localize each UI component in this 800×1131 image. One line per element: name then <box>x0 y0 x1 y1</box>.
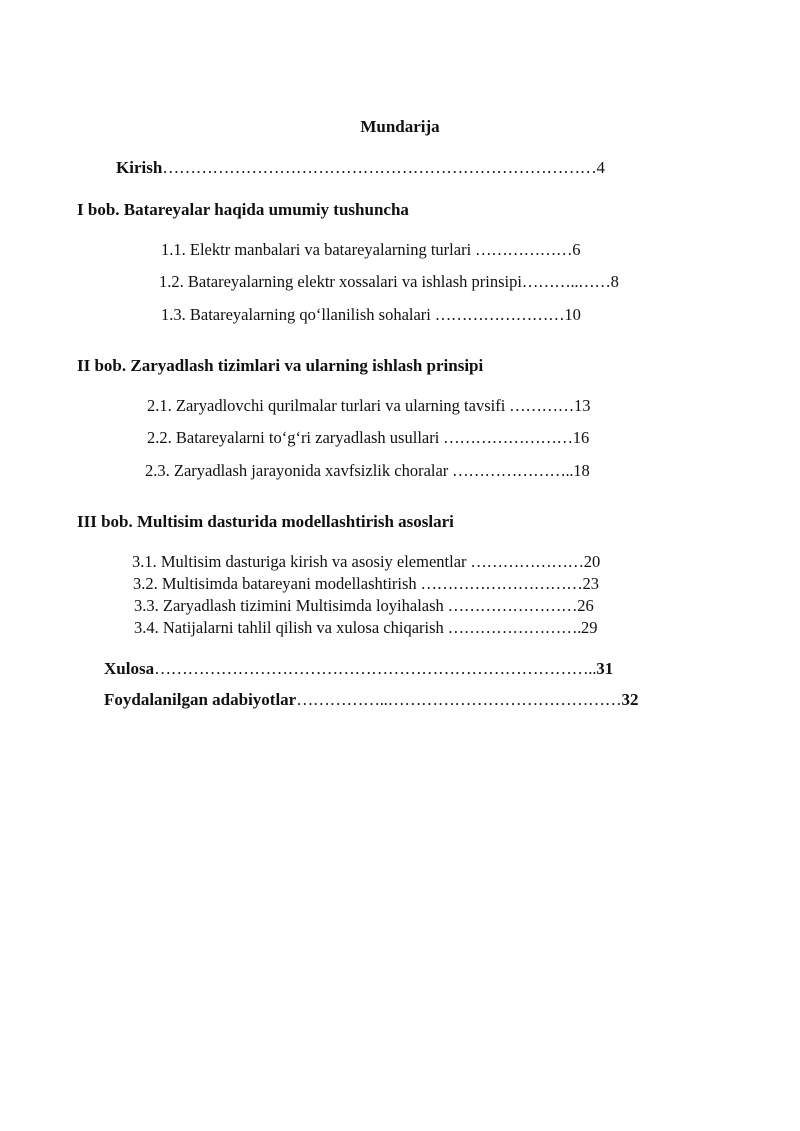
page-number: 23 <box>582 574 599 593</box>
page-number: 20 <box>583 552 601 571</box>
leader-dots: …………………………………………………………………….. <box>154 659 597 678</box>
item-text: 3.3. Zaryadlash tizimini Multisimda loyihalash <box>134 596 444 615</box>
item-text: 1.2. Batareyalarning elektr xossalari va ishlash prinsipi <box>159 272 522 291</box>
leader-dots: ………………………… <box>416 574 583 593</box>
item-text: 1.3. Batareyalarning qo‘llanilish sohalari <box>161 305 431 324</box>
leader-dots: …………………………………………………………………… <box>162 158 597 177</box>
leader-dots: ……………..…………………………………… <box>296 690 622 709</box>
page-number: 6 <box>572 240 581 259</box>
toc-item-2-1 <box>147 396 590 416</box>
chapter-3-heading: III bob. Multisim dasturida modellashtirish asoslari <box>77 512 454 531</box>
toc-entry-xulosa <box>104 659 613 679</box>
entry-label: Kirish <box>116 158 163 177</box>
leader-dots: ………… <box>505 396 574 415</box>
toc-item-3-1 <box>132 552 600 572</box>
page-number: 18 <box>573 461 590 480</box>
entry-label: Foydalanilgan adabiyotlar <box>104 690 297 709</box>
toc-entry-kirish <box>116 158 605 178</box>
leader-dots: ………………….. <box>448 461 574 480</box>
chapter-2-heading: II bob. Zaryadlash tizimlari va ularning ishlash prinsipi <box>77 356 484 375</box>
item-text: 3.2. Multisimda batareyani modellashtirish <box>133 574 417 593</box>
toc-item-1-2 <box>159 272 619 292</box>
page-number: 13 <box>573 396 591 415</box>
page-number: 4 <box>596 158 605 177</box>
toc-item-2-3 <box>145 461 590 481</box>
toc-item-3-3 <box>134 596 594 616</box>
leader-dots: ……………………. <box>443 618 582 637</box>
toc-entry-adabiyotlar <box>104 690 638 710</box>
page-number: 10 <box>564 305 581 324</box>
chapter-1-heading: I bob. Batareyalar haqida umumiy tushuncha <box>77 200 409 219</box>
leader-dots: ……………… <box>471 240 573 259</box>
item-text: 1.1. Elektr manbalari va batareyalarning turlari <box>161 240 472 259</box>
item-text: 3.4. Natijalarni tahlil qilish va xulosa chiqarish <box>134 618 444 637</box>
entry-label: Xulosa <box>104 659 155 678</box>
item-text: 3.1. Multisim dasturiga kirish va asosiy elementlar <box>132 552 467 571</box>
toc-item-1-1 <box>161 240 580 260</box>
toc-item-2-2 <box>147 428 589 448</box>
page-number: 32 <box>621 690 639 709</box>
toc-title: Mundarija <box>360 117 440 136</box>
page-number: 29 <box>581 618 598 637</box>
page-number: 26 <box>577 596 594 615</box>
leader-dots: …………………… <box>439 428 573 447</box>
leader-dots: …………………… <box>430 305 565 324</box>
toc-item-3-2 <box>133 574 599 594</box>
toc-item-3-4 <box>134 618 598 638</box>
leader-dots: ………………… <box>466 552 584 571</box>
page-number: 16 <box>572 428 590 447</box>
page-number: 31 <box>596 659 614 678</box>
toc-item-1-3 <box>161 305 581 325</box>
item-text: 2.2. Batareyalarni to‘g‘ri zaryadlash usullari <box>147 428 440 447</box>
page-number: 8 <box>610 272 619 291</box>
leader-dots: ………..…… <box>521 272 611 291</box>
leader-dots: …………………… <box>443 596 578 615</box>
item-text: 2.3. Zaryadlash jarayonida xavfsizlik choralar <box>145 461 449 480</box>
item-text: 2.1. Zaryadlovchi qurilmalar turlari va ularning tavsifi <box>147 396 506 415</box>
